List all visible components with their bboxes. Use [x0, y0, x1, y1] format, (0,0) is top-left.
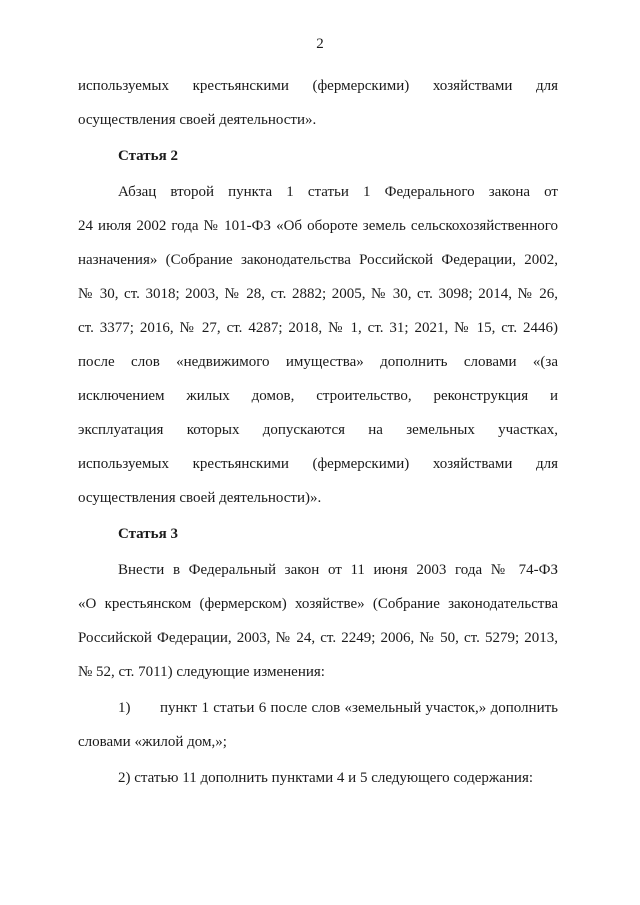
continuation-line-1: используемых крестьянскими (фермерскими) хозяйствами для [78, 78, 558, 94]
article-3-line: Российской Федерации, 2003, № 24, ст. 2249; 2006, № 50, ст. 5279; 2013, [78, 630, 558, 646]
article-2-line: Абзац второй пункта 1 статьи 1 Федерального закона от [118, 184, 558, 200]
article-3-line: № 52, ст. 7011) следующие изменения: [78, 664, 325, 680]
article-2-line: эксплуатация которых допускаются на земельных участках, [78, 422, 558, 438]
list-item-text: пункт 1 статьи 6 после слов «земельный участок,» дополнить [160, 700, 558, 716]
article-2-line: № 30, ст. 3018; 2003, № 28, ст. 2882; 2005, № 30, ст. 3098; 2014, № 26, [78, 286, 558, 302]
article-2-heading: Статья 2 [118, 148, 178, 164]
article-2-line: после слов «недвижимого имущества» дополнить словами «(за [78, 354, 558, 370]
list-item-number: 1) [118, 700, 131, 716]
article-2-line: исключением жилых домов, строительство, реконструкция и [78, 388, 558, 404]
list-item-continuation: словами «жилой дом,»; [78, 734, 227, 750]
article-2-line: 24 июля 2002 года № 101-ФЗ «Об обороте земель сельскохозяйственного [78, 218, 558, 234]
article-3-heading: Статья 3 [118, 526, 178, 542]
continuation-line-2: осуществления своей деятельности». [78, 112, 317, 128]
article-2-line: назначения» (Собрание законодательства Российской Федерации, 2002, [78, 252, 558, 268]
list-item-2: 2) статью 11 дополнить пунктами 4 и 5 следующего содержания: [118, 770, 534, 786]
article-3-line: Внести в Федеральный закон от 11 июня 2003 года № 74-ФЗ [118, 562, 558, 578]
article-2-line: используемых крестьянскими (фермерскими) хозяйствами для [78, 456, 558, 472]
page-number: 2 [316, 36, 324, 52]
article-3-line: «О крестьянском (фермерском) хозяйстве» (Собрание законодательства [78, 596, 558, 612]
article-2-line: ст. 3377; 2016, № 27, ст. 4287; 2018, № 1, ст. 31; 2021, № 15, ст. 2446) [78, 320, 558, 336]
article-2-line: осуществления своей деятельности)». [78, 490, 322, 506]
